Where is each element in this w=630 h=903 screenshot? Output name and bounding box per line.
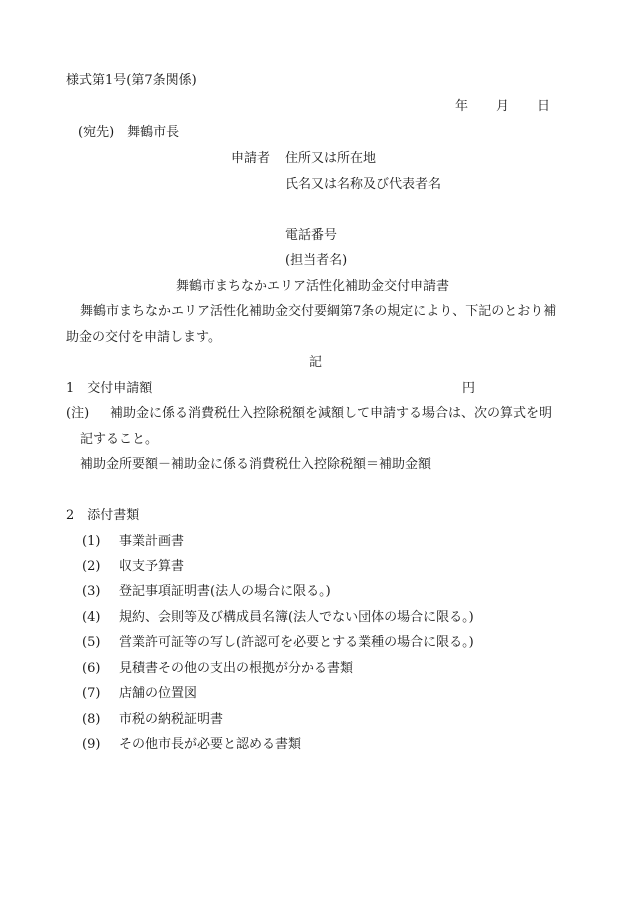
attachment-number: (4) xyxy=(82,610,101,625)
attachment-number: (5) xyxy=(82,635,101,650)
ki-heading: 記 xyxy=(309,355,323,370)
body-line-1: 舞鶴市まちなかエリア活性化補助金交付要綱第7条の規定により、下記のとおり補 xyxy=(80,304,557,319)
section-2-label: 2 添付書類 xyxy=(66,508,140,523)
document-title: 舞鶴市まちなかエリア活性化補助金交付申請書 xyxy=(176,279,450,294)
attachment-text: 収支予算書 xyxy=(119,559,185,574)
attachment-text: 見積書その他の支出の根拠が分かる書類 xyxy=(119,661,354,676)
attachment-text: 店舗の位置図 xyxy=(119,686,198,701)
applicant-label: 申請者 xyxy=(231,151,271,166)
attachment-text: 事業計画書 xyxy=(119,534,185,549)
attachment-number: (8) xyxy=(82,712,101,727)
section-1-label: 1 交付申請額 xyxy=(66,381,153,396)
body-line-2: 助金の交付を申請します。 xyxy=(66,330,221,345)
attachment-text: 市税の納税証明書 xyxy=(119,712,224,727)
note-label: (注) xyxy=(66,406,90,421)
attachment-number: (6) xyxy=(82,661,101,676)
note-line-1: 補助金に係る消費税仕入控除税額を減額して申請する場合は、次の算式を明 xyxy=(110,406,553,421)
yen-unit: 円 xyxy=(462,381,476,396)
note-line-2: 記すること。 xyxy=(80,432,159,447)
addressee: (宛先) 舞鶴市長 xyxy=(78,125,180,140)
date-year-label: 年 xyxy=(455,99,469,114)
form-number: 様式第1号(第7条関係) xyxy=(66,73,197,88)
attachment-text: 規約、会則等及び構成員名簿(法人でない団体の場合に限る。) xyxy=(119,610,474,625)
attachment-text: その他市長が必要と認める書類 xyxy=(119,737,302,752)
date-day-label: 日 xyxy=(537,99,551,114)
attachment-number: (1) xyxy=(82,534,101,549)
attachment-number: (2) xyxy=(82,559,101,574)
date-month-label: 月 xyxy=(496,99,510,114)
note-formula: 補助金所要額－補助金に係る消費税仕入控除税額＝補助金額 xyxy=(80,457,432,472)
contact-person-label: (担当者名) xyxy=(285,253,348,268)
attachment-text: 登記事項証明書(法人の場合に限る。) xyxy=(119,584,331,599)
phone-label: 電話番号 xyxy=(285,228,338,243)
name-label: 氏名又は名称及び代表者名 xyxy=(285,177,442,192)
attachment-number: (7) xyxy=(82,686,101,701)
address-label: 住所又は所在地 xyxy=(285,151,377,166)
attachment-text: 営業許可証等の写し(許認可を必要とする業種の場合に限る。) xyxy=(119,635,474,650)
attachment-number: (9) xyxy=(82,737,101,752)
attachment-number: (3) xyxy=(82,584,101,599)
